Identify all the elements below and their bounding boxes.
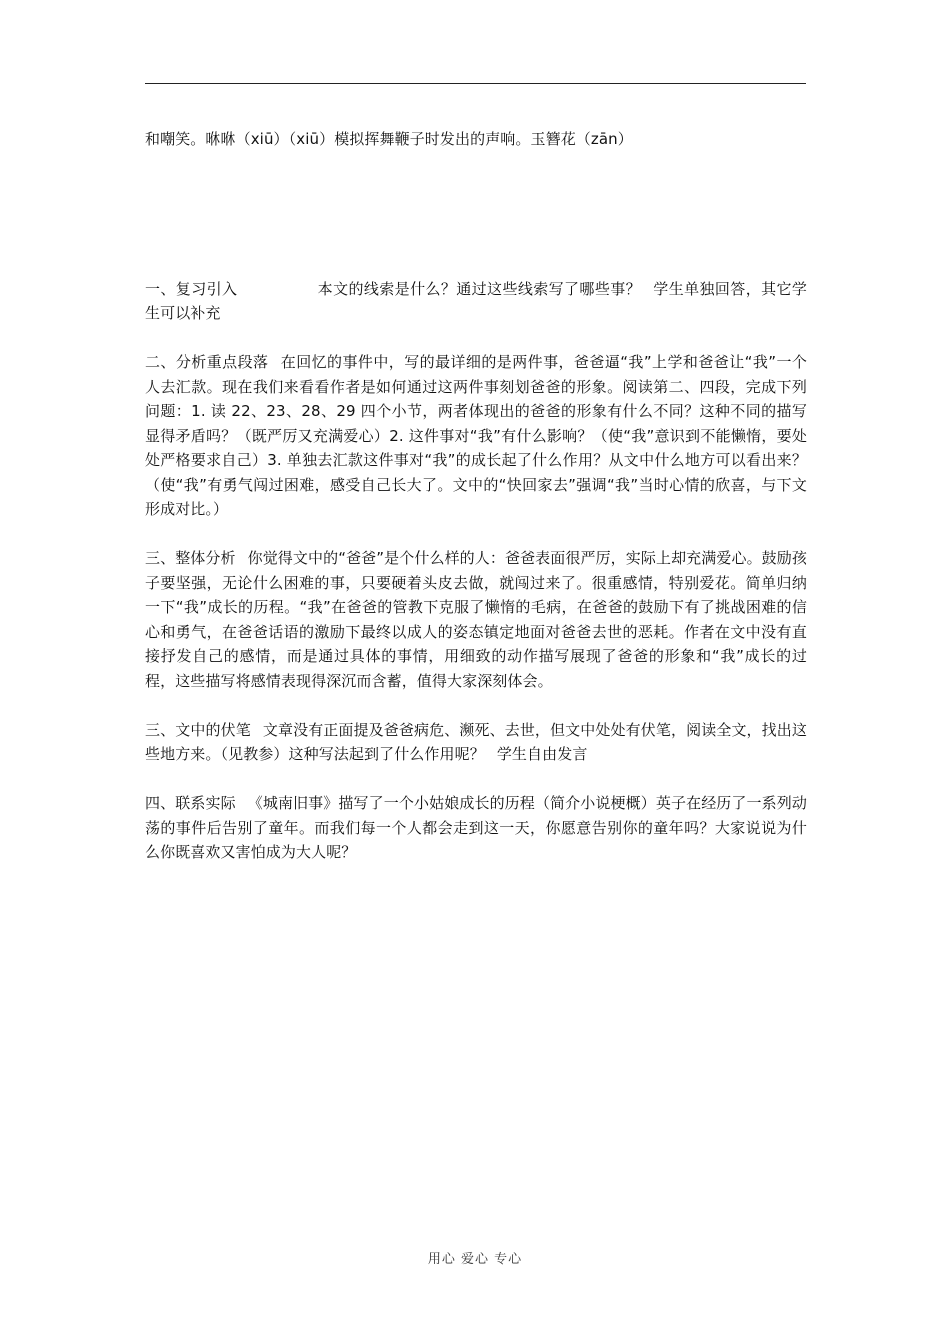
intro-line: 和嘲笑。咻咻（xiū）（xiū）模拟挥舞鞭子时发出的声响。玉簪花（zān） — [145, 130, 633, 148]
section-body: 你觉得文中的“爸爸”是个什么样的人：爸爸表面很严厉，实际上却充满爱心。鼓励孩子要坚强，无论什么困难的事，只要硬着头皮去做，就闯过来了。很重感情，特别爱花。简单归纳一下“我”成长的历程。“我”在爸爸的管教下克服了懒惰的毛病，在爸爸的鼓励下有了挑战困难的信心和勇气，在爸爸话语的激励下最终以成人的姿态镇定地面对爸爸去世的恶耗。作者在文中没有直接抒发自己的感情，而是通过具体的事情，用细致的动作描写展现了爸爸的形象和“我”成长的过程，这些描写将感情表现得深沉而含蓄，值得大家深刻体会。 — [145, 549, 807, 690]
section-review-intro — [145, 277, 807, 326]
section-heading: 二、分析重点段落 — [145, 353, 269, 371]
section-heading: 三、整体分析 — [145, 549, 236, 567]
section-body: 《城南旧事》描写了一个小姑娘成长的历程（简介小说梗概）英子在经历了一系列动荡的事件后告别了童年。而我们每一个人都会走到这一天，你愿意告别你的童年吗？大家说说为什么你既喜欢又害怕成为大人呢？ — [145, 794, 807, 861]
section-body: 本文的线索是什么？通过这些线索写了哪些事？ — [317, 279, 642, 298]
section-note: 学生单独回答，其它学生可以补充 — [145, 279, 807, 322]
section-overall-analysis — [145, 546, 807, 693]
section-foreshadowing — [145, 718, 807, 767]
document-body — [145, 127, 807, 865]
section-heading: 三、文中的伏笔 — [145, 720, 251, 739]
section-body: 文章没有正面提及爸爸病危、濒死、去世，但文中处处有伏笔，阅读全文，找出这些地方来。（见教参）这种写法起到了什么作用呢？ — [145, 720, 808, 763]
section-heading: 四、联系实际 — [145, 794, 236, 812]
page-footer: 用心 爱心 专心 — [427, 1252, 523, 1267]
section-heading: 一、复习引入 — [145, 279, 238, 298]
section-real-life — [145, 791, 807, 865]
section-body: 在回忆的事件中，写的最详细的是两件事，爸爸逼“我”上学和爸爸让“我”一个人去汇款。现在我们来看看作者是如何通过这两件事刻划爸爸的形象。阅读第二、四段，完成下列问题：1. 读 22、23、28、29 四个小节，两者体现出的爸爸的形象有什么不同？这种不同的描写显得矛盾吗？（既严厉又充满爱心）2. 这件事对“我”有什么影响？（使“我”意识到不能懒惰，要处处严格要求自己）3. 单独去汇款这件事对“我”的成长起了什么作用？从文中什么地方可以看出来？（使“我”有勇气闯过困难，感受自己长大了。文中的“快回家去”强调“我”当时心情的欣喜，与下文形成对比。） — [145, 353, 807, 518]
header-rule — [145, 83, 806, 84]
blank-space — [145, 152, 807, 277]
section-key-paragraphs — [145, 350, 807, 522]
section-note: 学生自由发言 — [496, 745, 588, 763]
